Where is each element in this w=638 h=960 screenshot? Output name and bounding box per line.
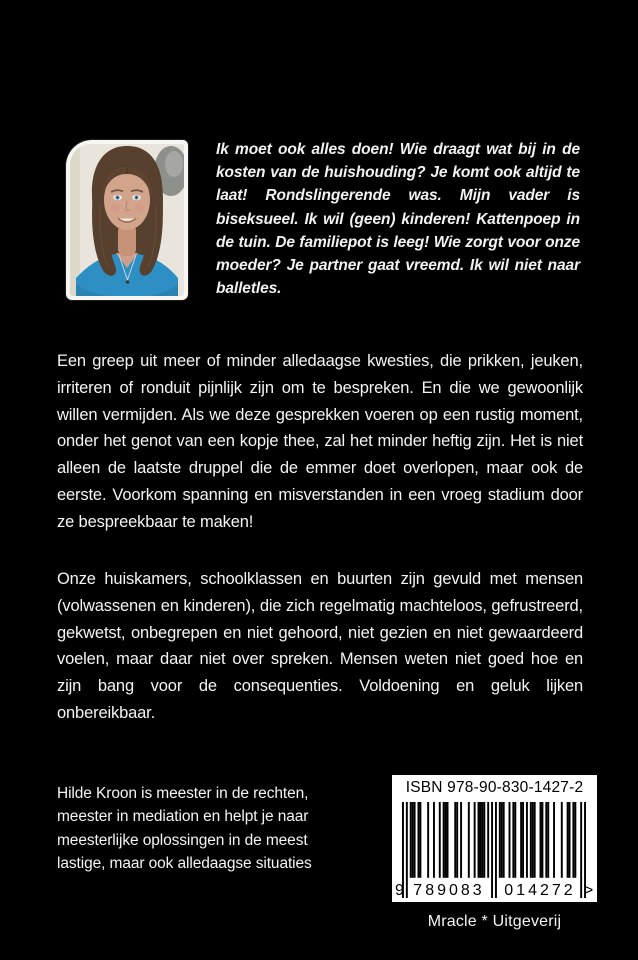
author-photo-frame: [66, 140, 188, 300]
blurb-paragraph-1: Een greep uit meer of minder alledaagse kwesties, die prikken, jeuken, irriteren of ronduit pijnlijk zijn om te bespreken. En die we gewoonlijk willen vermijden. Als we deze gesprekken voeren op een rustig moment, onder het genot van een kopje thee, zal het minder heftig zijn. Het is niet alleen de laatste druppel die de emmer doet overlopen, maar ook de eerste. Voorkom spanning en misverstanden in een vroeg stadium door ze bespreekbaar te maken!: [57, 352, 583, 531]
barcode-digits-group1: 789083: [409, 882, 489, 900]
author-photo: [70, 144, 184, 296]
isbn-barcode-block: [392, 775, 597, 902]
blurb-paragraph-2: Onze huiskamers, schoolklassen en buurten zijn gevuld met mensen (volwassenen en kinderen), die zich regelmatig machteloos, gefrustreerd, gekwetst, onbegrepen en niet gehoord, niet gezien en niet gewaardeerd voelen, maar daar niet over spreken. Mensen weten niet goed hoe en zijn bang voor de consequenties. Voldoening en geluk lijken onbereikbaar.: [57, 570, 583, 722]
isbn-number-label: ISBN 978-90-830-1427-2: [405, 779, 584, 796]
barcode-digits-group2: 014272: [500, 882, 580, 900]
barcode-leading-digit: 9: [395, 882, 404, 899]
publisher-name: Mracle * Uitgeverij: [427, 913, 562, 930]
author-bio: Hilde Kroon is meester in de rechten, meester in mediation en helpt je naar meesterlijke oplossingen in de meest lastige, maar ook alledaagse situaties: [57, 785, 312, 873]
barcode-terminator: >: [583, 882, 594, 899]
author-portrait-illustration: [70, 144, 184, 296]
intro-quote: Ik moet ook alles doen! Wie draagt wat bij in de kosten van de huishouding? Je komt ook altijd te laat! Rondslingerende was. Mijn vader is biseksueel. Ik wil (geen) kinderen! Kattenpoep in de tuin. De familiepot is leeg! Wie zorgt voor onze moeder? Je partner gaat vreemd. Ik wil niet naar balletles.: [216, 141, 580, 298]
